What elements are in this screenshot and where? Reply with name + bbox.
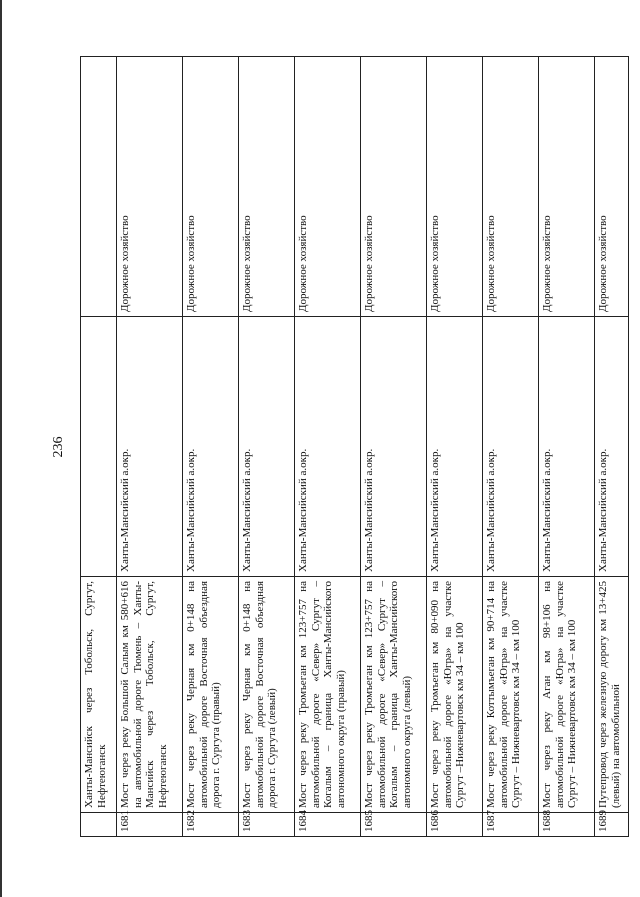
region: Ханты-Мансийский а.окр.	[183, 317, 239, 577]
owner: Дорожное хозяйство	[117, 57, 183, 317]
object-name: Мост через реку Тромъеган км 123+757 на автомобильной дороге «Север» Сургут – Когалым – граница Ханты-Мансийского автономного округа (правый)	[295, 577, 361, 813]
object-name: Мост через реку Коттымъеган км 90+714 на автомобильной дороге «Югра» на участке Сургут – Нижневартовск км 34 – км 100	[483, 577, 539, 813]
row-number: 1682	[183, 813, 239, 837]
table-row	[427, 57, 483, 837]
page-number: 236	[51, 436, 66, 458]
owner	[81, 57, 117, 317]
region: Ханты-Мансийский а.окр.	[539, 317, 595, 577]
region	[81, 317, 117, 577]
owner: Дорожное хозяйство	[483, 57, 539, 317]
table-row	[595, 57, 629, 837]
region: Ханты-Мансийский а.окр.	[239, 317, 295, 577]
object-name: Мост через реку Черная км 0+148 на автомобильной дороге Восточная объездная дорога г. Сургута (левый)	[239, 577, 295, 813]
owner: Дорожное хозяйство	[539, 57, 595, 317]
owner: Дорожное хозяйство	[239, 57, 295, 317]
table-row	[81, 57, 117, 837]
owner: Дорожное хозяйство	[427, 57, 483, 317]
owner: Дорожное хозяйство	[595, 57, 629, 317]
table-row	[361, 57, 427, 837]
row-number: 1683	[239, 813, 295, 837]
region: Ханты-Мансийский а.окр.	[427, 317, 483, 577]
rotated-page	[50, 57, 622, 837]
region: Ханты-Мансийский а.окр.	[483, 317, 539, 577]
row-number: 1688	[539, 813, 595, 837]
object-name: Мост через реку Черная км 0+148 на автомобильной дороге Восточная объездная дорога г. Сургута (правый)	[183, 577, 239, 813]
row-number	[81, 813, 117, 837]
owner: Дорожное хозяйство	[183, 57, 239, 317]
row-number: 1685	[361, 813, 427, 837]
row-number: 1681	[117, 813, 183, 837]
object-name: Мост через реку Тромъеган км 80+090 на автомобильной дороге «Югра» на участке Сургут –Нижневартовск км 34 – км 100	[427, 577, 483, 813]
row-number: 1689	[595, 813, 629, 837]
owner: Дорожное хозяйство	[361, 57, 427, 317]
object-name: Мост через реку Аган км 98+106 на автомобильной дороге «Югра» на участке Сургут – Нижневартовск км 34 – км 100	[539, 577, 595, 813]
region: Ханты-Мансийский а.окр.	[361, 317, 427, 577]
row-number: 1686	[427, 813, 483, 837]
table-row	[239, 57, 295, 837]
table-row	[483, 57, 539, 837]
object-name: Путепровод через железную дорогу км 13+425 (левый) на автомобильной	[595, 577, 629, 813]
object-name: Ханты-Мансийск через Тобольск, Сургут, Нефтеюганск	[81, 577, 117, 813]
region: Ханты-Мансийский а.окр.	[595, 317, 629, 577]
row-number: 1684	[295, 813, 361, 837]
table-row	[295, 57, 361, 837]
table-row	[183, 57, 239, 837]
object-name: Мост через реку Тромъеган км 123+757 на автомобильной дороге «Север» Сургут – Когалым – граница Ханты-Мансийского автономного округа (левый)	[361, 577, 427, 813]
table-row	[539, 57, 595, 837]
owner: Дорожное хозяйство	[295, 57, 361, 317]
table-row	[117, 57, 183, 837]
registry-table	[80, 56, 629, 837]
region: Ханты-Мансийский а.окр.	[295, 317, 361, 577]
region: Ханты-Мансийский а.окр.	[117, 317, 183, 577]
object-name: Мост через реку Большой Салым км 580+616 на автомобильной дороге Тюмень – Ханты-Мансийск через Тобольск, Сургут, Нефтеюганск	[117, 577, 183, 813]
row-number: 1687	[483, 813, 539, 837]
